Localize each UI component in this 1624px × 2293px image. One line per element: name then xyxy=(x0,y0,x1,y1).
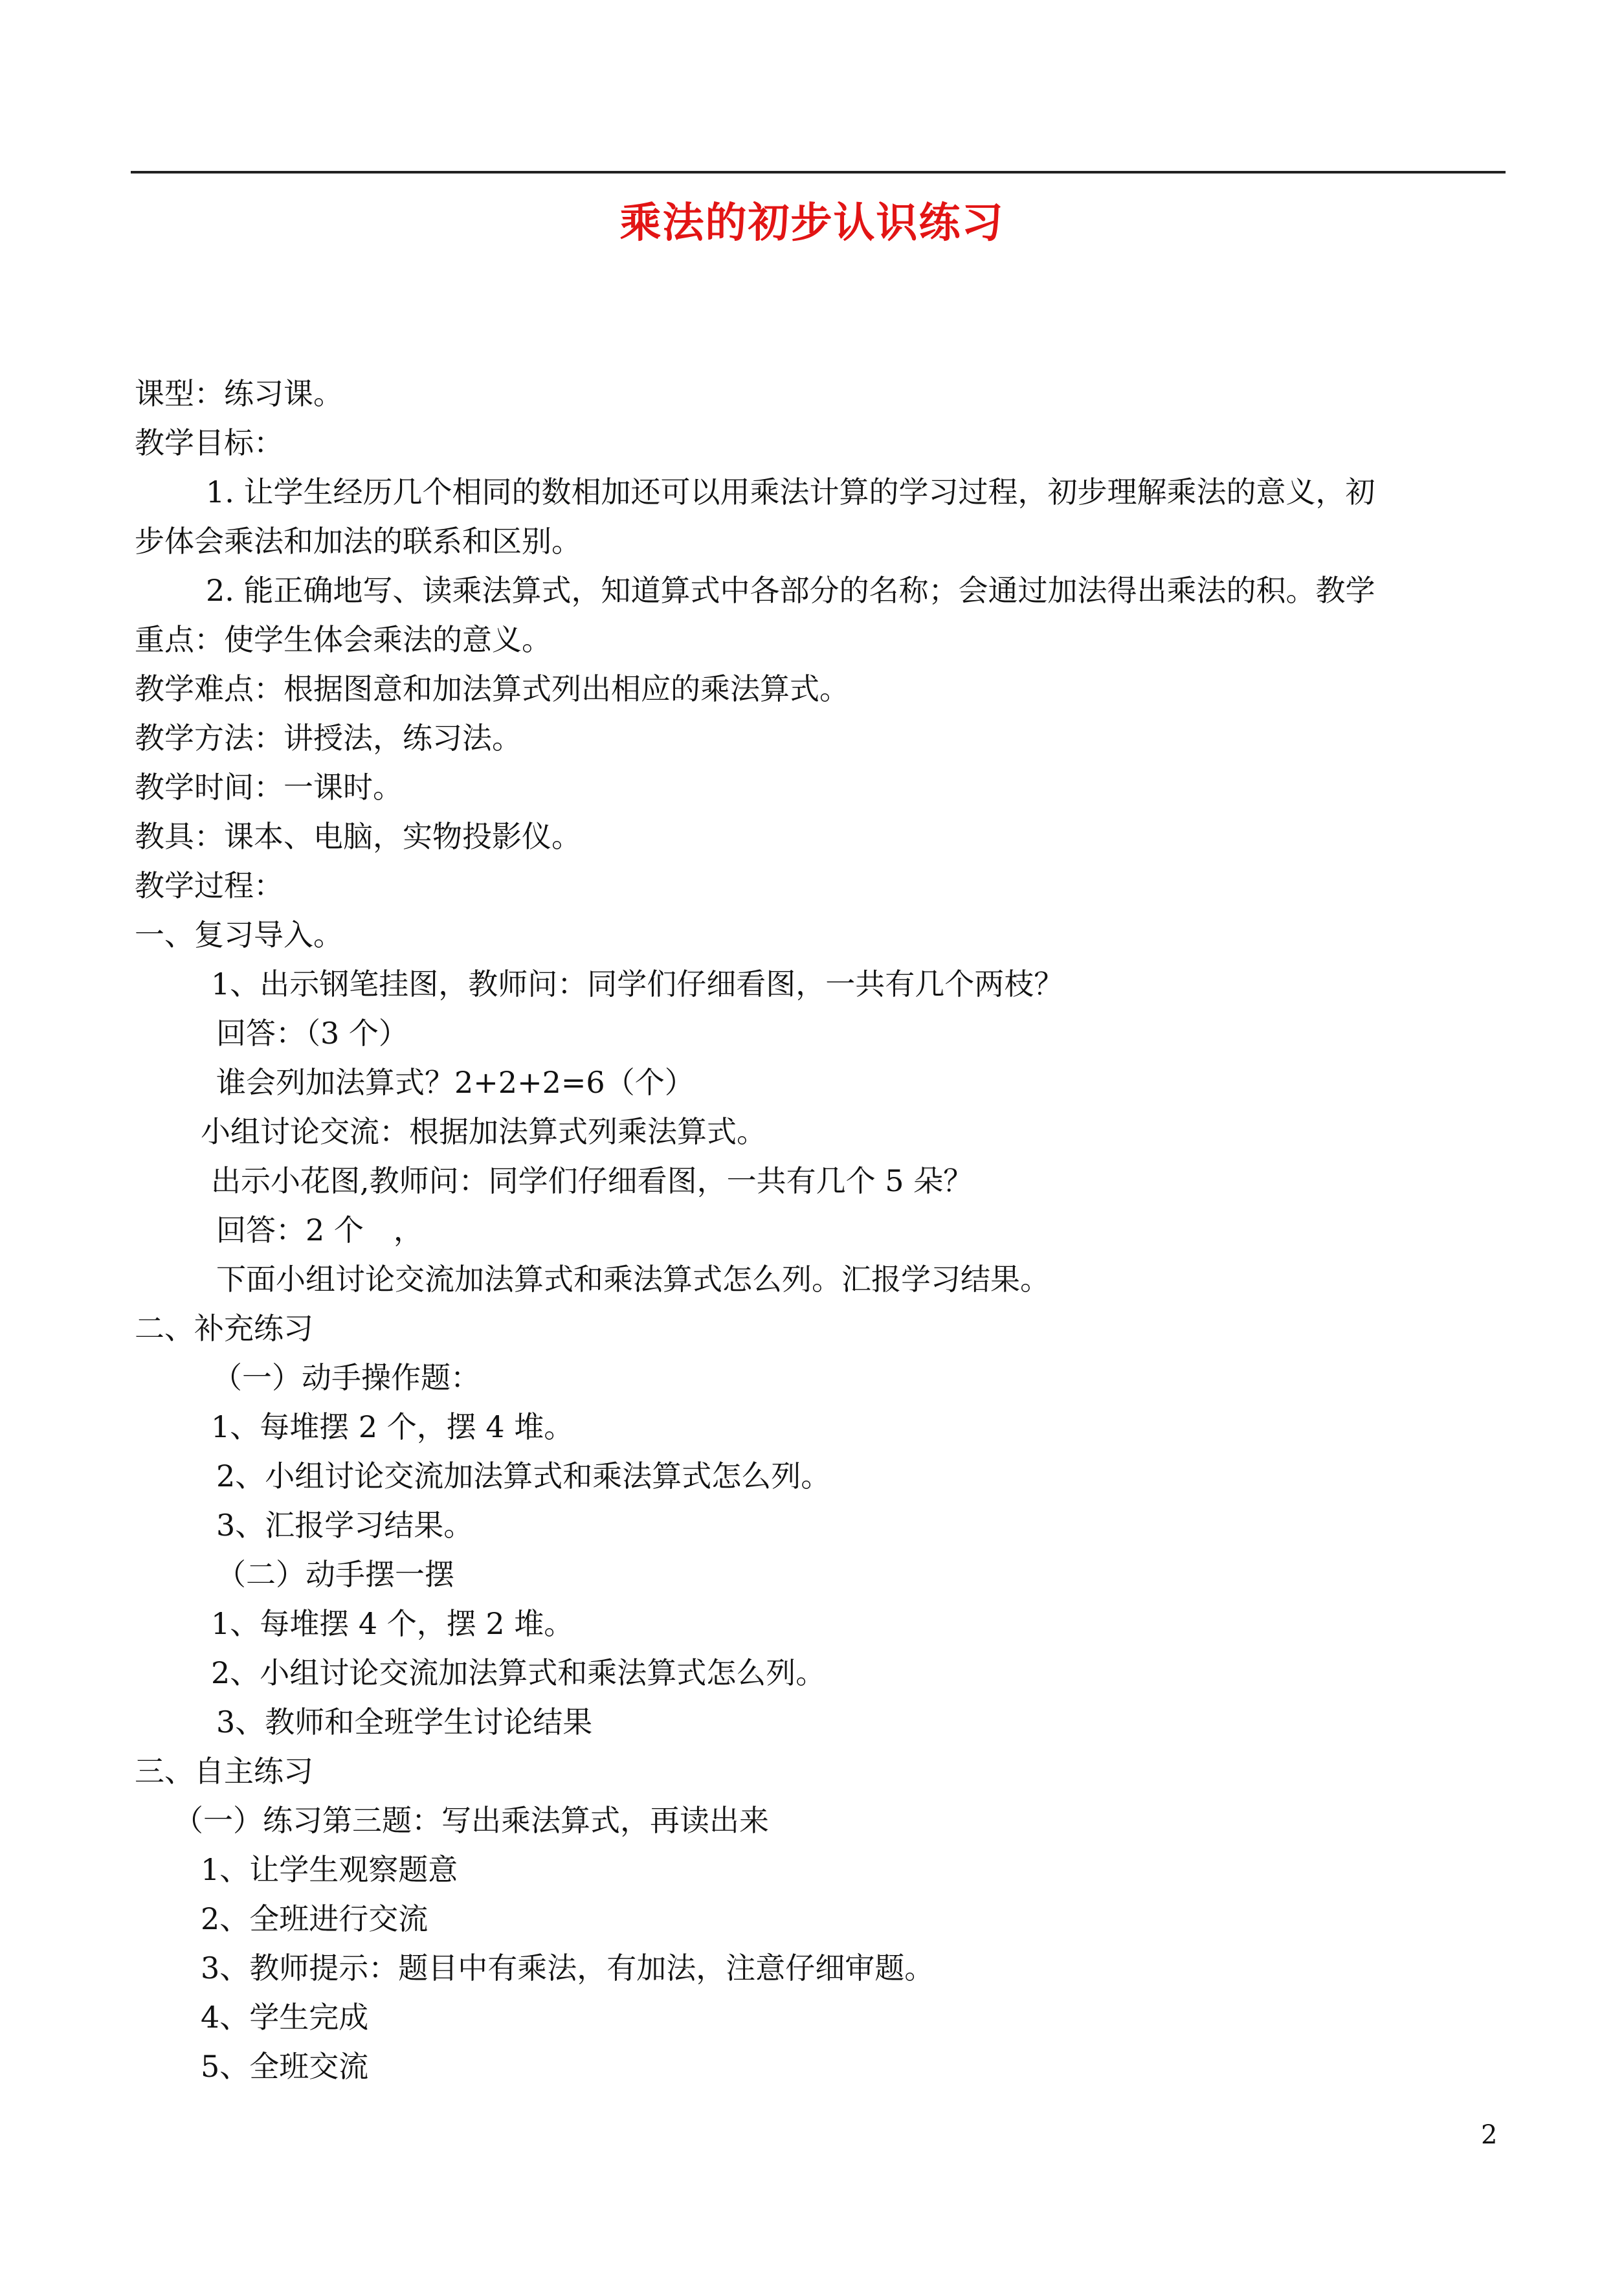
teaching-aids-line: 教具：课本、电脑，实物投影仪。 xyxy=(135,819,581,854)
section-2-1-item-1: 1、每堆摆 2 个，摆 4 堆。 xyxy=(211,1409,574,1444)
section-3-item-1: 1、让学生观察题意 xyxy=(201,1852,458,1887)
section-3-item-3: 3、教师提示：题目中有乘法，有加法，注意仔细审题。 xyxy=(201,1951,935,1985)
teaching-method-line: 教学方法：讲授法，练习法。 xyxy=(135,721,522,755)
header-rule xyxy=(131,171,1506,173)
section-2-1-item-3: 3、汇报学习结果。 xyxy=(216,1508,474,1543)
section-3-subheading-1: （一）练习第三题：写出乘法算式，再读出来 xyxy=(173,1803,769,1838)
objective-2-line-2: 重点：使学生体会乘法的意义。 xyxy=(135,622,551,657)
section-3-item-2: 2、全班进行交流 xyxy=(201,1901,428,1936)
section-3-heading: 三、自主练习 xyxy=(135,1754,313,1789)
page-number: 2 xyxy=(1481,2120,1498,2150)
section-1-answer-2: 回答：2 个 ， xyxy=(216,1213,423,1247)
teaching-time-line: 教学时间：一课时。 xyxy=(135,770,403,805)
section-3-item-5: 5、全班交流 xyxy=(201,2049,369,2084)
lesson-type-line: 课型：练习课。 xyxy=(135,376,343,411)
teaching-process-heading: 教学过程： xyxy=(135,868,284,903)
section-2-heading: 二、补充练习 xyxy=(135,1311,313,1346)
objective-1-line-1: 1. 让学生经历几个相同的数相加还可以用乘法计算的学习过程，初步理解乘法的意义，初 xyxy=(206,475,1375,509)
section-1-addition-question: 谁会列加法算式？2+2+2=6（个） xyxy=(216,1065,695,1100)
section-1-flower-question: 出示小花图,教师问：同学们仔细看图，一共有几个 5 朵？ xyxy=(211,1163,973,1198)
section-1-item-1: 1、出示钢笔挂图，教师问：同学们仔细看图，一共有几个两枝？ xyxy=(211,967,1064,1001)
teaching-objectives-heading: 教学目标： xyxy=(135,425,284,460)
section-2-1-item-2: 2、小组讨论交流加法算式和乘法算式怎么列。 xyxy=(216,1459,831,1493)
objective-2-line-1: 2. 能正确地写、读乘法算式，知道算式中各部分的名称；会通过加法得出乘法的积。教学 xyxy=(206,573,1375,608)
section-2-2-item-2: 2、小组讨论交流加法算式和乘法算式怎么列。 xyxy=(211,1655,826,1690)
section-2-subheading-2: （二）动手摆一摆 xyxy=(216,1557,454,1592)
section-2-subheading-1: （一）动手操作题： xyxy=(212,1360,480,1395)
section-2-2-item-1: 1、每堆摆 4 个，摆 2 堆。 xyxy=(211,1606,574,1641)
section-1-summary: 下面小组讨论交流加法算式和乘法算式怎么列。汇报学习结果。 xyxy=(216,1262,1050,1297)
teaching-difficulty-line: 教学难点：根据图意和加法算式列出相应的乘法算式。 xyxy=(135,671,849,706)
section-1-group-discussion: 小组讨论交流：根据加法算式列乘法算式。 xyxy=(201,1114,766,1149)
section-1-heading: 一、复习导入。 xyxy=(135,917,343,952)
objective-1-line-2: 步体会乘法和加法的联系和区别。 xyxy=(135,524,581,559)
section-1-answer-1: 回答：（3 个） xyxy=(216,1016,408,1051)
section-3-item-4: 4、学生完成 xyxy=(201,2000,369,2035)
section-2-2-item-3: 3、教师和全班学生讨论结果 xyxy=(216,1705,593,1739)
document-title: 乘法的初步认识练习 xyxy=(619,199,1005,247)
